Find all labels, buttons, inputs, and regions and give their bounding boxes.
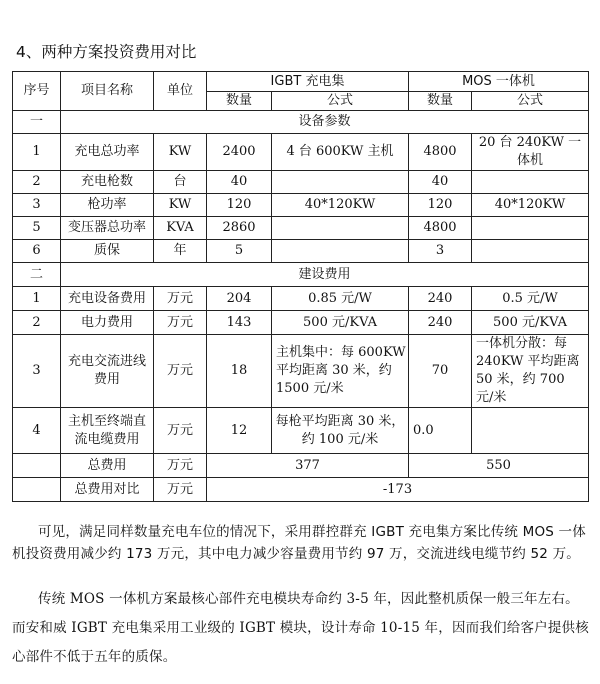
row-mos-qty: 4800 <box>409 134 472 171</box>
row-igbt-qty: 5 <box>207 240 272 263</box>
table-row <box>13 171 589 194</box>
total-row <box>13 454 589 478</box>
row-igbt-qty: 143 <box>207 311 272 335</box>
row-seq: 3 <box>13 194 61 217</box>
row-unit: 万元 <box>154 287 207 311</box>
table-row <box>13 335 589 408</box>
compare-value: -173 <box>207 478 589 502</box>
table-row <box>13 217 589 240</box>
row-unit: KVA <box>154 217 207 240</box>
header-unit: 单位 <box>154 72 207 111</box>
row-mos-qty: 120 <box>409 194 472 217</box>
row-unit: 年 <box>154 240 207 263</box>
total-unit: 万元 <box>154 454 207 478</box>
total-igbt: 377 <box>207 454 409 478</box>
section-number: 二 <box>13 263 61 287</box>
row-igbt-qty: 204 <box>207 287 272 311</box>
table-row <box>13 408 589 454</box>
row-igbt-qty: 40 <box>207 171 272 194</box>
row-igbt-formula: 0.85 元/W <box>272 287 409 311</box>
row-mos-formula <box>472 217 589 240</box>
row-name: 充电交流进线费用 <box>61 335 154 408</box>
row-mos-formula: 0.5 元/W <box>472 287 589 311</box>
row-igbt-qty: 2860 <box>207 217 272 240</box>
total-mos: 550 <box>409 454 589 478</box>
table-row <box>13 311 589 335</box>
row-mos-formula: 20 台 240KW 一体机 <box>472 134 589 171</box>
row-unit: 万元 <box>154 408 207 454</box>
row-seq: 1 <box>13 287 61 311</box>
row-name: 充电枪数 <box>61 171 154 194</box>
row-mos-formula: 500 元/KVA <box>472 311 589 335</box>
row-mos-qty: 40 <box>409 171 472 194</box>
section-number: 一 <box>13 111 61 134</box>
compare-row <box>13 478 589 502</box>
row-unit: 台 <box>154 171 207 194</box>
row-mos-qty: 0.0 <box>409 408 472 454</box>
row-igbt-formula <box>272 240 409 263</box>
row-igbt-qty: 18 <box>207 335 272 408</box>
header-igbt-formula: 公式 <box>272 92 409 111</box>
row-name: 电力费用 <box>61 311 154 335</box>
header-igbt: IGBT 充电集 <box>207 72 409 92</box>
row-mos-qty: 4800 <box>409 217 472 240</box>
row-unit: KW <box>154 134 207 171</box>
header-mos-formula: 公式 <box>472 92 589 111</box>
cost-comparison-table <box>12 71 589 502</box>
row-mos-qty: 240 <box>409 287 472 311</box>
row-igbt-formula: 主机集中：每 600KW 平均距离 30 米，约 1500 元/米 <box>272 335 409 408</box>
row-seq: 4 <box>13 408 61 454</box>
row-name: 枪功率 <box>61 194 154 217</box>
row-igbt-qty: 12 <box>207 408 272 454</box>
row-seq: 5 <box>13 217 61 240</box>
table-row <box>13 240 589 263</box>
row-seq: 2 <box>13 311 61 335</box>
conclusion-paragraph: 可见，满足同样数量充电车位的情况下，采用群控群充 IGBT 充电集方案比传统 MOS 一体机投资费用减少约 173 万元，其中电力减少容量费用节约 97 万，交流进线电缆节约 52 万。 <box>12 524 586 562</box>
header-item: 项目名称 <box>61 72 154 111</box>
row-seq: 3 <box>13 335 61 408</box>
warranty-paragraph: 传统 MOS 一体机方案最核心部件充电模块寿命约 3-5 年，因此整机质保一般三年左右。而安和威 IGBT 充电集采用工业级的 IGBT 模块，设计寿命 10-15 年，因而我们给客户提供核心部件不低于五年的质保。 <box>12 591 589 665</box>
row-seq: 6 <box>13 240 61 263</box>
row-unit: 万元 <box>154 311 207 335</box>
row-igbt-formula: 40*120KW <box>272 194 409 217</box>
compare-unit: 万元 <box>154 478 207 502</box>
row-name: 主机至终端直流电缆费用 <box>61 408 154 454</box>
row-igbt-formula: 每枪平均距离 30 米，约 100 元/米 <box>272 408 409 454</box>
table-row <box>13 287 589 311</box>
row-name: 充电设备费用 <box>61 287 154 311</box>
row-name: 质保 <box>61 240 154 263</box>
header-igbt-qty: 数量 <box>207 92 272 111</box>
row-mos-qty: 3 <box>409 240 472 263</box>
table-row <box>13 134 589 171</box>
row-mos-formula <box>472 408 589 454</box>
row-name: 充电总功率 <box>61 134 154 171</box>
row-mos-formula: 一体机分散：每 240KW 平均距离 50 米，约 700 元/米 <box>472 335 589 408</box>
section-title: 建设费用 <box>61 263 589 287</box>
row-igbt-qty: 2400 <box>207 134 272 171</box>
table-row <box>13 194 589 217</box>
section-title: 设备参数 <box>61 111 589 134</box>
row-unit: KW <box>154 194 207 217</box>
section-heading: 4、两种方案投资费用对比 <box>16 43 197 61</box>
row-seq: 1 <box>13 134 61 171</box>
row-mos-qty: 70 <box>409 335 472 408</box>
row-mos-qty: 240 <box>409 311 472 335</box>
header-mos: MOS 一体机 <box>409 72 589 92</box>
header-mos-qty: 数量 <box>409 92 472 111</box>
row-igbt-formula: 500 元/KVA <box>272 311 409 335</box>
row-seq: 2 <box>13 171 61 194</box>
row-mos-formula <box>472 171 589 194</box>
compare-label: 总费用对比 <box>61 478 154 502</box>
row-igbt-formula <box>272 171 409 194</box>
row-mos-formula <box>472 240 589 263</box>
row-igbt-formula: 4 台 600KW 主机 <box>272 134 409 171</box>
row-unit: 万元 <box>154 335 207 408</box>
row-mos-formula: 40*120KW <box>472 194 589 217</box>
total-label: 总费用 <box>61 454 154 478</box>
header-seq: 序号 <box>13 72 61 111</box>
row-name: 变压器总功率 <box>61 217 154 240</box>
row-igbt-formula <box>272 217 409 240</box>
row-igbt-qty: 120 <box>207 194 272 217</box>
